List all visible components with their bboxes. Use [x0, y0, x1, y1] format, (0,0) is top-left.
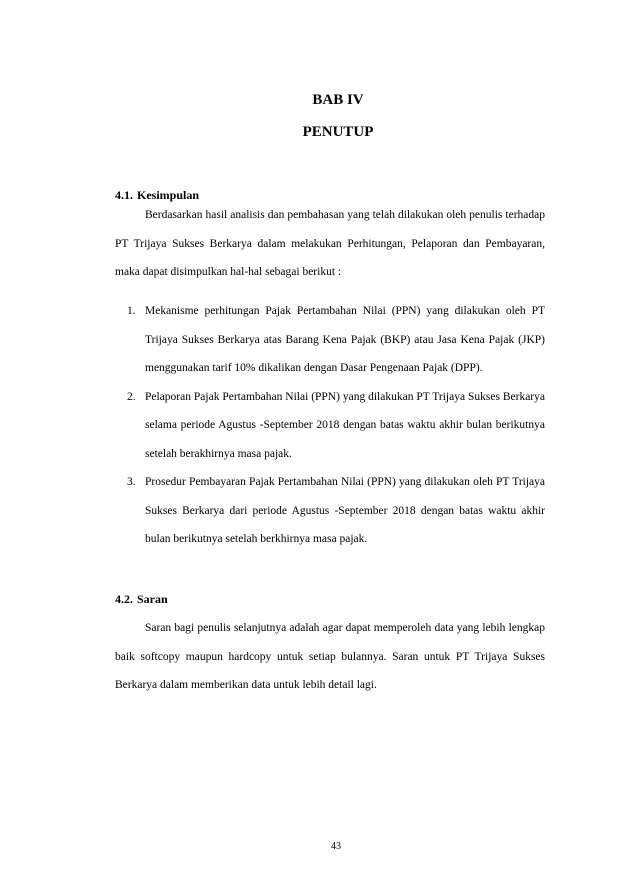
section-title: Saran — [137, 592, 168, 606]
section-number: 4.1. — [115, 188, 133, 202]
section-number: 4.2. — [115, 592, 133, 606]
list-item-text: Mekanisme perhitungan Pajak Pertambahan Nilai (PPN) yang dilakukan oleh PT Trijaya Sukses Berkarya atas Barang Kena Pajak (BKP) atau Jasa Kena Pajak (JKP) menggunakan tarif 10% dikalikan dengan Dasar Pengenaan Pajak (DPP). — [145, 305, 545, 374]
chapter-number: BAB IV — [312, 92, 364, 108]
list-item — [115, 468, 545, 554]
list-item-text: Prosedur Pembayaran Pajak Pertambahan Nilai (PPN) yang dilakukan oleh PT Trijaya Sukses Berkarya dari periode Agustus -September 2018 dengan batas waktu akhir bulan berikutnya setelah berkhirnya masa pajak. — [145, 476, 545, 545]
conclusion-list — [115, 297, 545, 554]
chapter-title: PENUTUP — [302, 124, 374, 140]
section-title: Kesimpulan — [137, 188, 200, 202]
page-number: 43 — [331, 841, 341, 852]
list-item-text: Pelaporan Pajak Pertambahan Nilai (PPN) yang dilakukan PT Trijaya Sukses Berkarya selama periode Agustus -September 2018 dengan batas waktu akhir bulan berikutnya setelah berakhirnya masa pajak. — [145, 390, 545, 460]
list-item-marker: 3. — [127, 476, 136, 488]
list-item — [115, 297, 545, 383]
section-heading-saran — [115, 592, 168, 607]
conclusion-intro-paragraph: Berdasarkan hasil analisis dan pembahasan yang telah dilakukan oleh penulis terhadap PT Trijaya Sukses Berkarya dalam melakukan Perhitungan, Pelaporan dan Pembayaran, maka dapat disimpulkan hal-hal sebagai berikut : — [115, 209, 545, 278]
list-item-marker: 1. — [127, 305, 136, 317]
suggestion-paragraph: Saran bagi penulis selanjutnya adalah agar dapat memperoleh data yang lebih lengkap baik softcopy maupun hardcopy untuk setiap bulannya. Saran untuk PT Trijaya Sukses Berkarya dalam memberikan data untuk lebih detail lagi. — [115, 622, 545, 691]
list-item — [115, 383, 545, 469]
list-item-marker: 2. — [127, 390, 136, 403]
